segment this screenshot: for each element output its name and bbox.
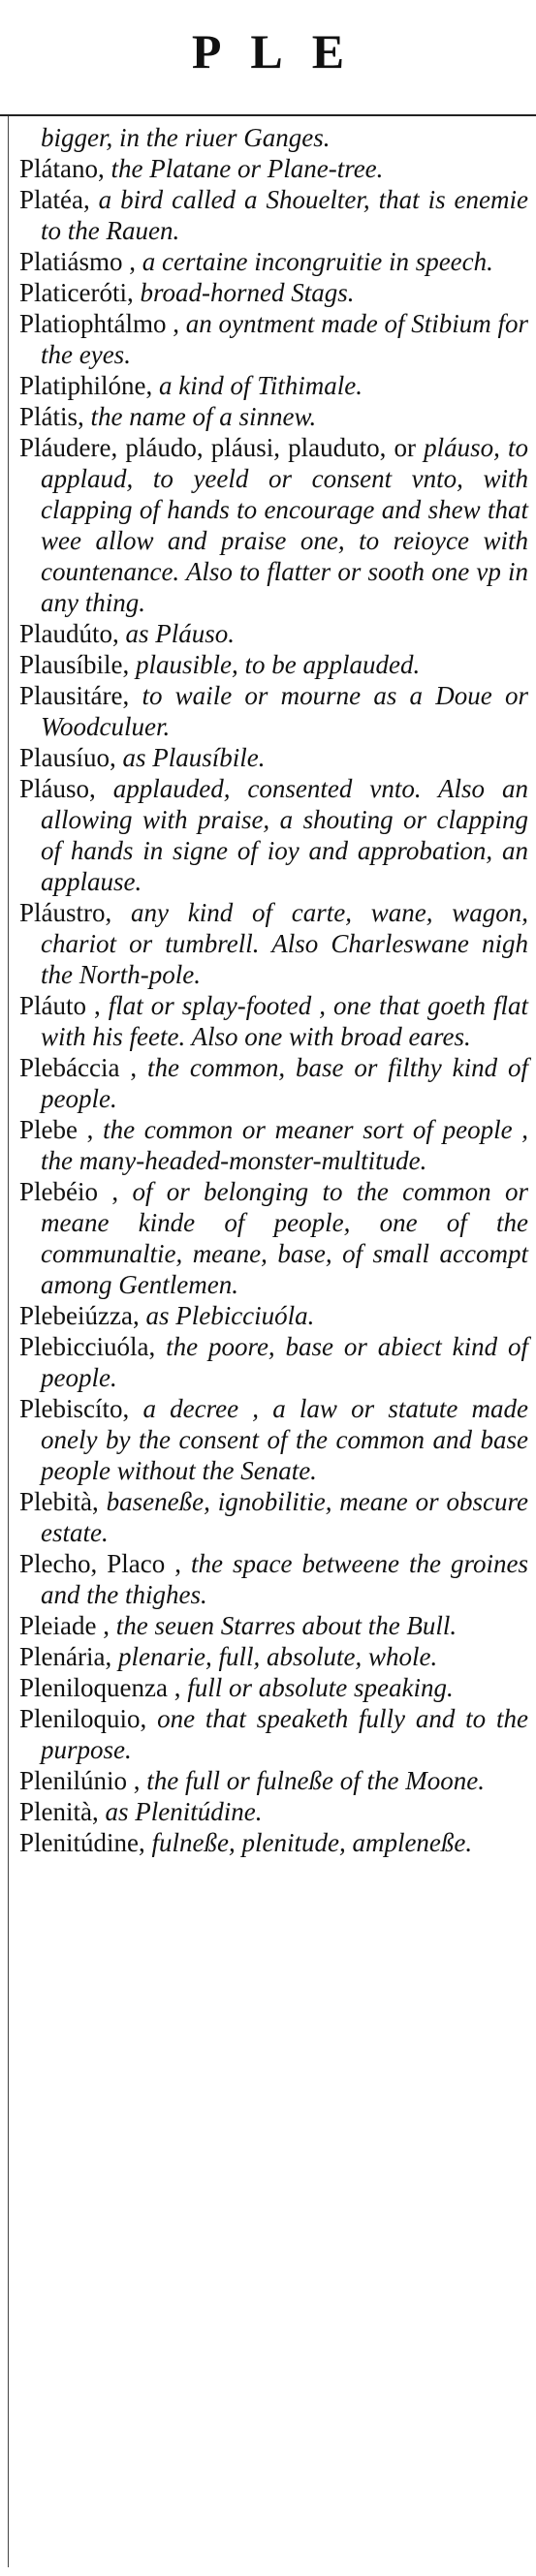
- dictionary-entry: [19, 370, 528, 401]
- entry-definition: as Plenitúdine.: [98, 1797, 263, 1826]
- entry-headword: Plebiscíto,: [19, 1394, 130, 1423]
- entry-headword: Plebéio ,: [19, 1177, 119, 1206]
- entry-definition: full or absolute speaking.: [180, 1673, 454, 1702]
- entry-definition: an oyntment made of Stibium for the eyes.: [41, 309, 528, 369]
- entry-headword: Plausíbile,: [19, 650, 130, 679]
- dictionary-entry: [19, 1827, 528, 1858]
- entry-headword: Plátis,: [19, 402, 84, 431]
- entry-headword: Plausitáre,: [19, 681, 130, 710]
- page-title: PLE: [191, 24, 374, 78]
- entry-headword: Plebità,: [19, 1487, 99, 1516]
- dictionary-entry: [19, 742, 528, 773]
- entry-definition: as Plausíbile.: [115, 743, 266, 772]
- dictionary-entries: [19, 122, 528, 1858]
- entry-definition: the poore, base or abiect kind of people.: [41, 1332, 528, 1392]
- dictionary-entry: [19, 1393, 528, 1486]
- entry-definition: the common, base or filthy kind of people.: [41, 1053, 528, 1113]
- entry-definition: baseneße, ignobilitie, meane or obscure estate.: [41, 1487, 528, 1547]
- entry-headword: Plausíuo,: [19, 743, 116, 772]
- dictionary-entry: [19, 1610, 528, 1641]
- entry-headword: Pleiade ,: [19, 1611, 110, 1640]
- entry-headword: Pláuso,: [19, 774, 96, 803]
- dictionary-entry: [19, 277, 528, 308]
- entry-definition: as Plebicciuóla.: [139, 1301, 315, 1330]
- entry-headword: Plenária,: [19, 1642, 112, 1671]
- entry-headword: Plebáccia ,: [19, 1053, 138, 1082]
- dictionary-entry: [19, 1765, 528, 1796]
- dictionary-entry: [19, 618, 528, 649]
- header-rule: [0, 114, 536, 116]
- dictionary-entry: [19, 1672, 528, 1703]
- entry-headword: Plenilúnio ,: [19, 1766, 141, 1795]
- entry-definition: one that speaketh fully and to the purpose.: [41, 1704, 528, 1764]
- dictionary-entry: [19, 1114, 528, 1176]
- dictionary-entry: [19, 184, 528, 246]
- entry-definition: the common or meaner sort of people , the many-headed-monster-multitude.: [41, 1115, 528, 1175]
- dictionary-entry: [19, 246, 528, 277]
- entry-headword: Platiphilóne,: [19, 371, 153, 400]
- dictionary-entry: [19, 897, 528, 990]
- entry-definition: a kind of Tithimale.: [152, 371, 363, 400]
- entry-headword: Plebeiúzza,: [19, 1301, 140, 1330]
- dictionary-entry: [19, 1548, 528, 1610]
- entry-definition: the seuen Starres about the Bull.: [109, 1611, 457, 1640]
- entry-headword: Pleniloquio,: [19, 1704, 147, 1733]
- dictionary-entry: [19, 1300, 528, 1331]
- entry-definition: flat or splay-footed , one that goeth flat with his feete. Also one with broad eares.: [41, 991, 528, 1051]
- dictionary-entry: [19, 1703, 528, 1765]
- entry-definition: pláuso, to applaud, to yeeld or consent vnto, with clapping of hands to encourage and shew that wee allow and praise one, to reioyce with countenance. Also to flatter or sooth one vp in any thing.: [41, 433, 528, 617]
- dictionary-entry: [19, 1641, 528, 1672]
- page-header: [0, 0, 536, 116]
- entry-definition: the Platane or Plane-tree.: [104, 154, 384, 183]
- entry-headword: Platéa,: [19, 185, 90, 214]
- entry-definition: the full or fulneße of the Moone.: [140, 1766, 485, 1795]
- entry-headword: Plenitúdine,: [19, 1828, 145, 1857]
- entry-definition: of or belonging to the common or meane kinde of people, one of the communaltie, meane, base, of small accompt among Gentlemen.: [41, 1177, 528, 1299]
- dictionary-entry: [19, 1796, 528, 1827]
- dictionary-entry: [19, 773, 528, 897]
- entry-headword: Platiceróti,: [19, 278, 134, 307]
- entry-headword: Plenità,: [19, 1797, 99, 1826]
- entry-definition: broad-horned Stags.: [133, 278, 355, 307]
- entry-headword: Platiásmo ,: [19, 247, 136, 276]
- dictionary-entry: [19, 122, 528, 153]
- dictionary-entry: [19, 401, 528, 432]
- entry-headword: Plebe ,: [19, 1115, 94, 1144]
- entry-definition: the name of a sinnew.: [83, 402, 317, 431]
- entry-definition: a certaine incongruitie in speech.: [136, 247, 493, 276]
- margin-rule: [8, 116, 9, 2567]
- dictionary-entry: [19, 153, 528, 184]
- dictionary-entry: [19, 649, 528, 680]
- entry-headword: Pláuto ,: [19, 991, 101, 1020]
- entry-headword: Platiophtálmo ,: [19, 309, 179, 338]
- entry-definition: as Pláuso.: [118, 619, 236, 648]
- dictionary-entry: [19, 680, 528, 742]
- dictionary-entry: [19, 1052, 528, 1114]
- dictionary-entry: [19, 990, 528, 1052]
- entry-headword: Pláudere, pláudo, pláusi, plauduto, or: [19, 433, 416, 462]
- entry-headword: Plaudúto,: [19, 619, 119, 648]
- entry-definition: plenarie, full, absolute, whole.: [111, 1642, 438, 1671]
- entry-definition: fulneße, plenitude, ampleneße.: [144, 1828, 473, 1857]
- dictionary-entry: [19, 1486, 528, 1548]
- entry-headword: Plebicciuóla,: [19, 1332, 156, 1361]
- entry-definition: a bird called a Shouelter, that is enemie to the Rauen.: [41, 185, 528, 245]
- entry-definition: the space betweene the groines and the thighes.: [41, 1549, 528, 1609]
- entry-definition: to waile or mourne as a Doue or Woodculuer.: [41, 681, 528, 741]
- entry-headword: Pleniloquenza ,: [19, 1673, 181, 1702]
- entry-definition: a decree , a law or statute made onely by the consent of the common and base people without the Senate.: [41, 1394, 528, 1485]
- entry-headword: Pláustro,: [19, 898, 112, 927]
- entry-definition: any kind of carte, wane, wagon, chariot or tumbrell. Also Charleswane nigh the North-pole.: [41, 898, 528, 989]
- entry-definition: plausible, to be applauded.: [129, 650, 421, 679]
- entry-headword: Plecho, Placo ,: [19, 1549, 182, 1578]
- entry-definition: applauded, consented vnto. Also an allowing with praise, a shouting or clapping of hands in signe of ioy and approbation, an applause.: [41, 774, 528, 896]
- dictionary-entry: [19, 308, 528, 370]
- entry-headword: Plátano,: [19, 154, 105, 183]
- dictionary-entry: [19, 1331, 528, 1393]
- dictionary-entry: [19, 1176, 528, 1300]
- entry-definition: bigger, in the riuer Ganges.: [41, 123, 331, 152]
- dictionary-entry: [19, 432, 528, 618]
